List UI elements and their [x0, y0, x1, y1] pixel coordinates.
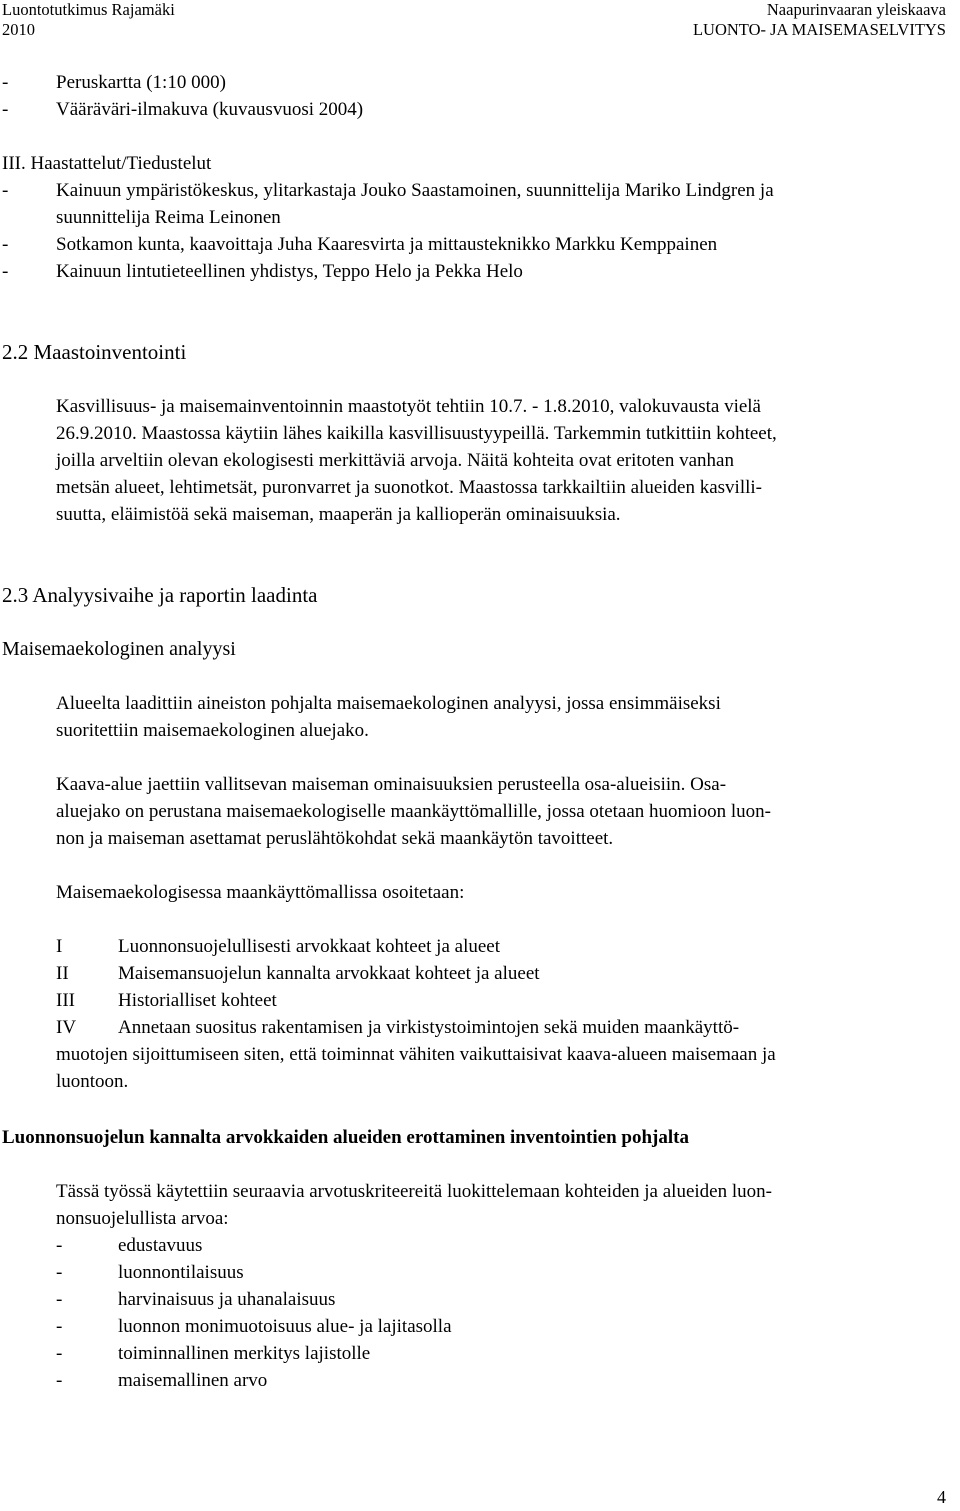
list-bullet: - [56, 1289, 63, 1310]
list-item-continuation: suunnittelija Reima Leinonen [56, 207, 281, 228]
paragraph-line: non ja maiseman asettamat peruslähtökohdat sekä maankäytön tavoitteet. [56, 828, 614, 849]
header-right [693, 0, 946, 40]
list-bullet: - [56, 1370, 63, 1391]
class-text-continuation: muotojen sijoittumiseen siten, että toiminnat vähiten vaikuttaisivat kaava-alueen maisemaan ja [56, 1044, 776, 1065]
list-bullet: - [56, 1343, 63, 1364]
paragraph-line: Alueelta laadittiin aineiston pohjalta maisemaekologinen analyysi, jossa ensimmäiseksi [56, 693, 721, 714]
list-item: Vääräväri-ilmakuva (kuvausvuosi 2004) [56, 99, 364, 120]
paragraph-line: Kaava-alue jaettiin vallitsevan maiseman ominaisuuksien perusteella osa-alueisiin. Osa- [56, 774, 727, 795]
class-text: Luonnonsuojelullisesti arvokkaat kohteet ja alueet [118, 936, 501, 957]
paragraph-line: Tässä työssä käytettiin seuraavia arvotuskriteereitä luokittelemaan kohteiden ja alueiden luon- [56, 1181, 772, 1202]
header-left [2, 0, 175, 40]
list-bullet: - [2, 180, 9, 201]
header-year: 2010 [2, 20, 35, 39]
class-number: I [56, 936, 63, 957]
list-bullet: - [2, 261, 9, 282]
criteria-item: toiminnallinen merkitys lajistolle [118, 1343, 371, 1364]
class-number: IV [56, 1017, 77, 1038]
criteria-item: luonnon monimuotoisuus alue- ja lajitasolla [118, 1316, 452, 1337]
list-bullet: - [2, 72, 9, 93]
list-bullet: - [56, 1262, 63, 1283]
criteria-item: harvinaisuus ja uhanalaisuus [118, 1289, 336, 1310]
list-item: Sotkamon kunta, kaavoittaja Juha Kaaresvirta ja mittausteknikko Markku Kemppainen [56, 234, 718, 255]
criteria-item: luonnontilaisuus [118, 1262, 244, 1283]
list-item: Peruskartta (1:10 000) [56, 72, 226, 93]
section-2-3-heading: 2.3 Analyysivaihe ja raportin laadinta [2, 583, 318, 607]
list-bullet: - [2, 99, 9, 120]
header-author: Luontotutkimus Rajamäki [2, 0, 175, 19]
nature-section-heading: Luonnonsuojelun kannalta arvokkaiden alueiden erottaminen inventointien pohjalta [2, 1127, 689, 1148]
class-text: Historialliset kohteet [118, 990, 277, 1011]
paragraph-line: Kasvillisuus- ja maisemainventoinnin maastotyöt tehtiin 10.7. - 1.8.2010, valokuvausta vielä [56, 396, 761, 417]
class-number: III [56, 990, 75, 1011]
list-item: Kainuun lintutieteellinen yhdistys, Teppo Helo ja Pekka Helo [56, 261, 523, 282]
paragraph-line: aluejako on perustana maisemaekologiselle maankäyttömallille, jossa otetaan huomioon luon- [56, 801, 771, 822]
paragraph-line: 26.9.2010. Maastossa käytiin lähes kaikilla kasvillisuustyypeillä. Tarkemmin tutkittiin kohteet, [56, 423, 777, 444]
class-text: Maisemansuojelun kannalta arvokkaat kohteet ja alueet [118, 963, 540, 984]
header-report-title: LUONTO- JA MAISEMASELVITYS [692, 20, 946, 39]
paragraph-line: suoritettiin maisemaekologinen aluejako. [56, 720, 369, 741]
class-text: Annetaan suositus rakentamisen ja virkistystoimintojen sekä muiden maankäyttö- [118, 1017, 740, 1038]
list-bullet: - [56, 1235, 63, 1256]
interviews-heading: III. Haastattelut/Tiedustelut [2, 153, 212, 174]
paragraph-line: Maisemaekologisessa maankäyttömallissa osoitetaan: [56, 882, 465, 903]
section-2-2-heading: 2.2 Maastoinventointi [2, 340, 187, 364]
class-text-continuation: luontoon. [56, 1071, 129, 1092]
page-number: 4 [937, 1487, 946, 1507]
list-item: Kainuun ympäristökeskus, ylitarkastaja Jouko Saastamoinen, suunnittelija Mariko Lindgren ja [56, 180, 774, 201]
paragraph-line: metsän alueet, lehtimetsät, puronvarret ja suonotkot. Maastossa tarkkailtiin alueiden kasvilli- [56, 477, 762, 498]
section-2-3-subheading: Maisemaekologinen analyysi [2, 638, 236, 660]
criteria-item: edustavuus [118, 1235, 203, 1256]
paragraph-line: suutta, eläimistöä sekä maiseman, maaperän ja kallioperän ominaisuuksia. [56, 504, 621, 525]
list-bullet: - [2, 234, 9, 255]
paragraph-line: nonsuojelullista arvoa: [56, 1208, 229, 1229]
class-number: II [56, 963, 69, 984]
criteria-item: maisemallinen arvo [118, 1370, 268, 1391]
list-bullet: - [56, 1316, 63, 1337]
header-project: Naapurinvaaran yleiskaava [766, 0, 946, 19]
paragraph-line: joilla arveltiin olevan ekologisesti merkittäviä arvoja. Näitä kohteita ovat eritoten vanhan [56, 450, 734, 471]
